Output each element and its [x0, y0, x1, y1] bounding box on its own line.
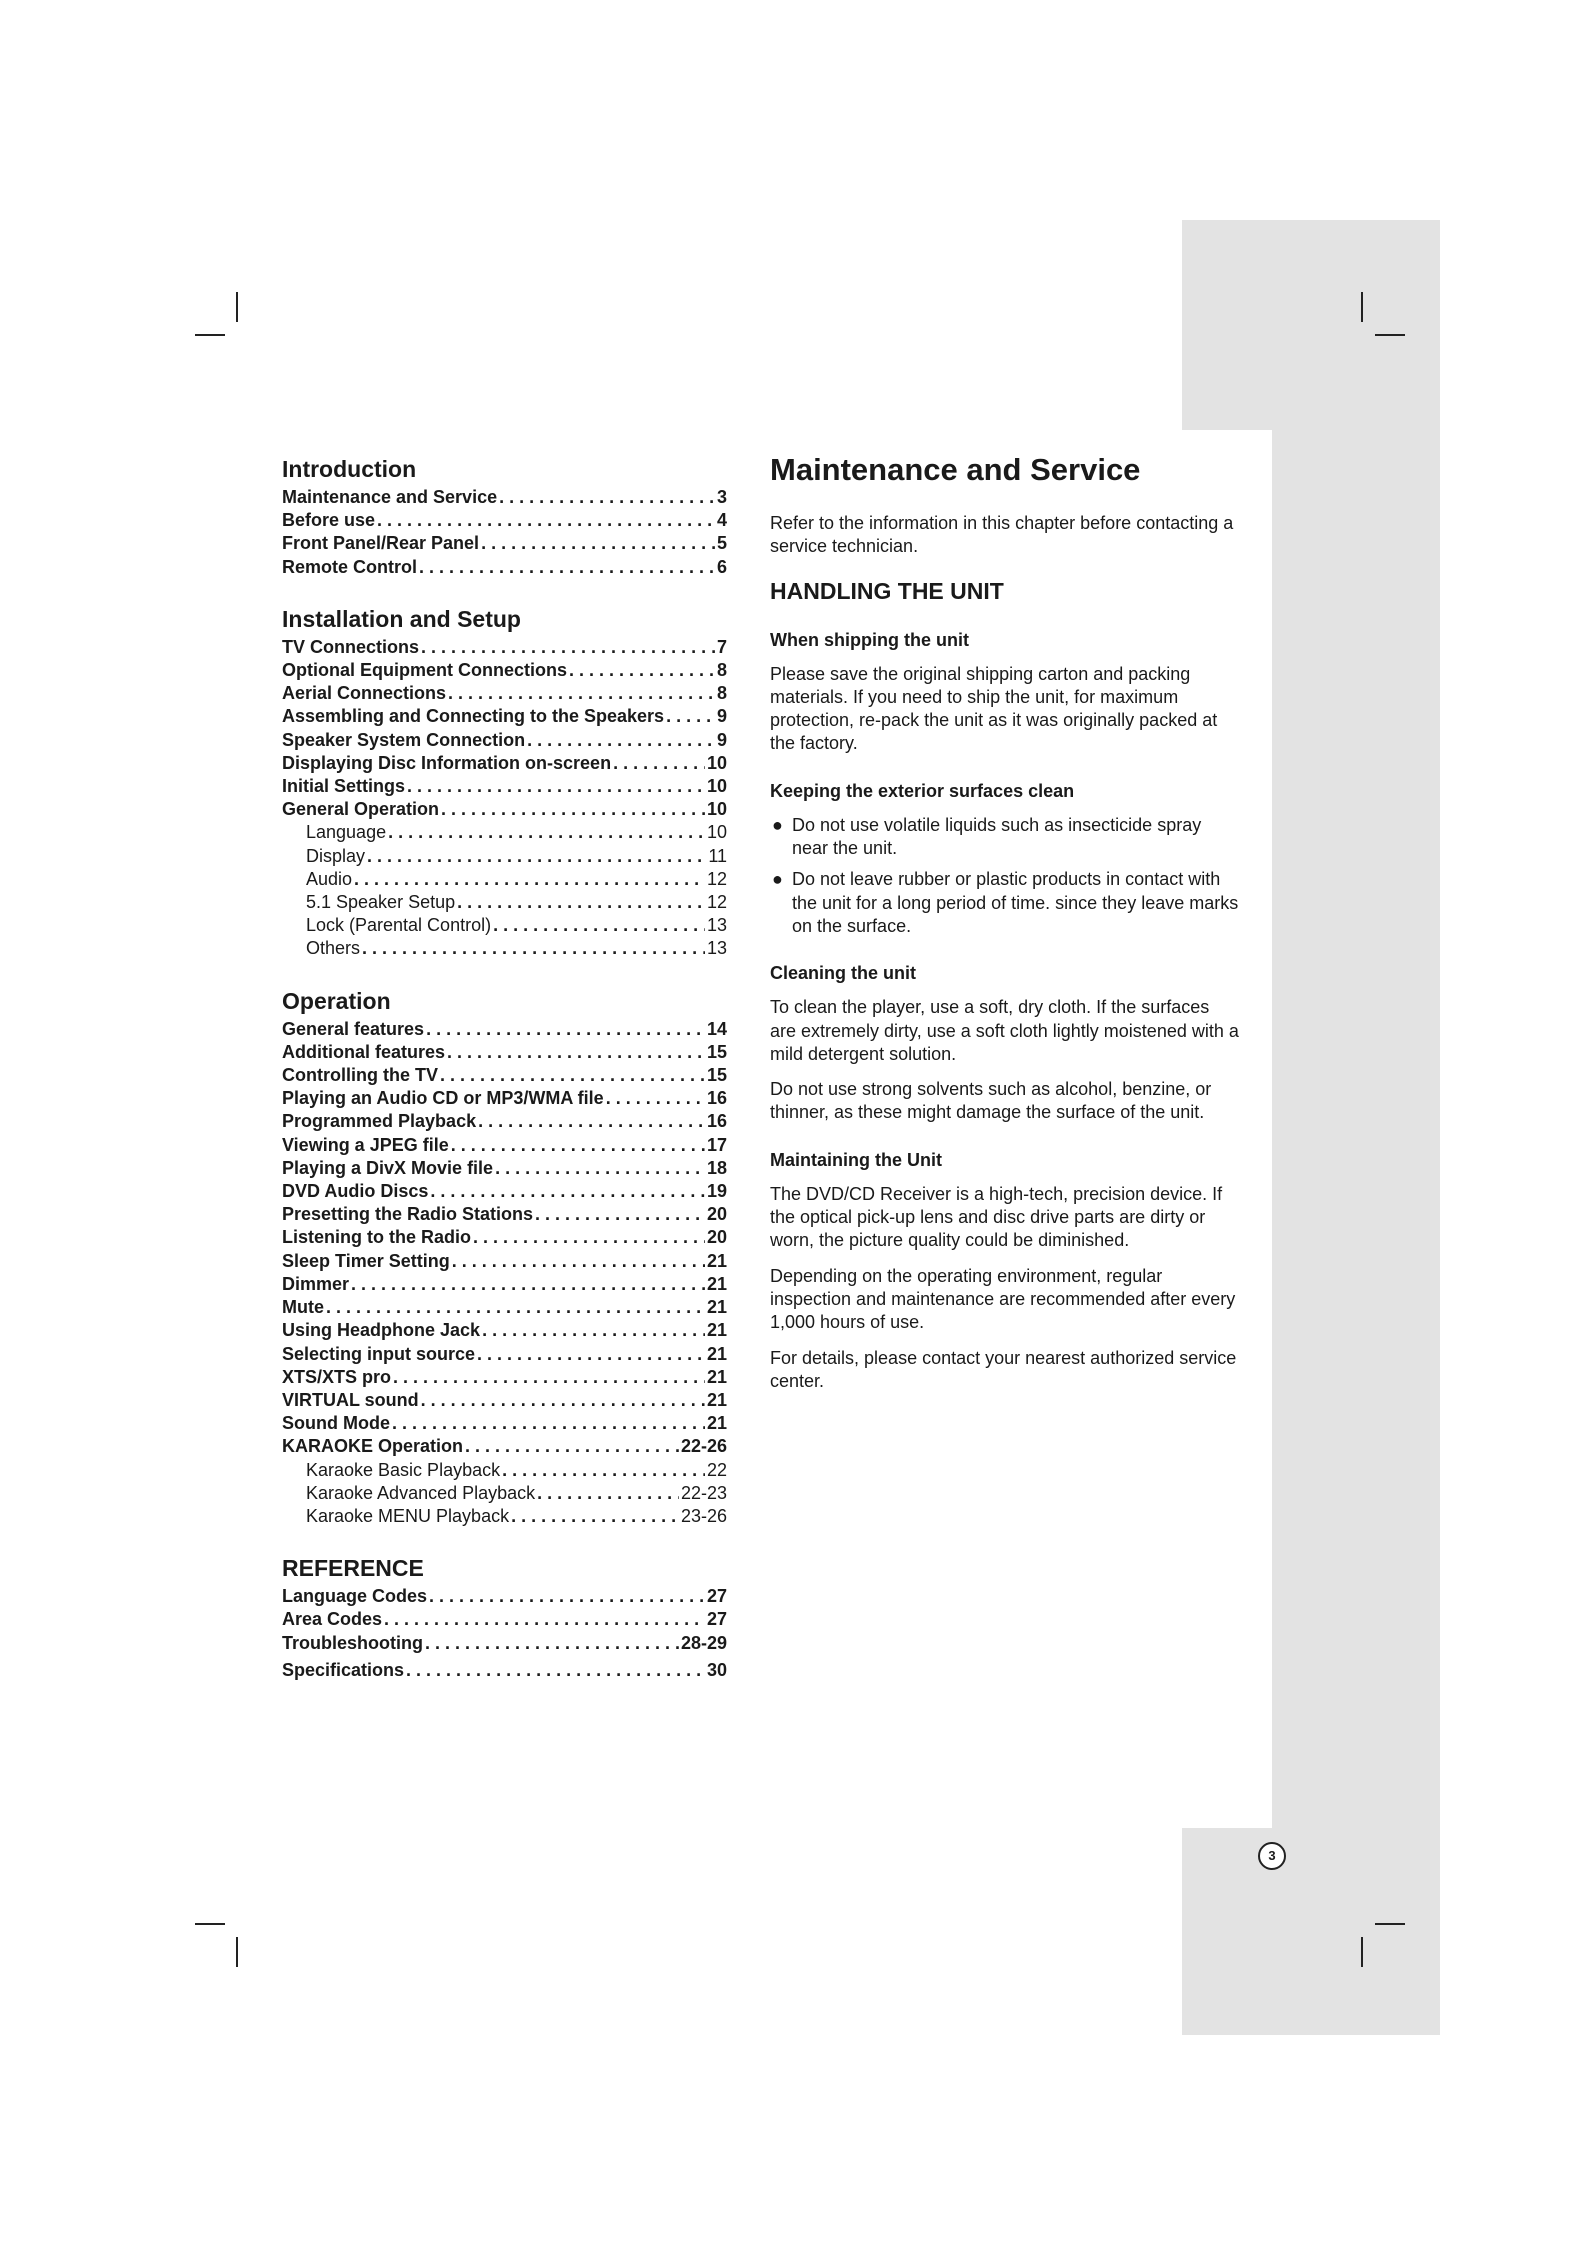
- maintenance-section: [770, 450, 1240, 1405]
- toc-entry[interactable]: General features . . . 14: [282, 1018, 727, 1041]
- toc-entry[interactable]: XTS/XTS pro . . . 21: [282, 1366, 727, 1389]
- toc-subentry[interactable]: 5.1 Speaker Setup . . . 12: [282, 891, 727, 914]
- toc-entry[interactable]: Selecting input source . . . 21: [282, 1343, 727, 1366]
- crop-mark: [195, 334, 225, 336]
- crop-mark: [1375, 334, 1405, 336]
- toc-entry[interactable]: Before use . . . 4: [282, 509, 727, 532]
- toc-entry[interactable]: Front Panel/Rear Panel . . . 5: [282, 532, 727, 555]
- bullet-icon: ●: [772, 869, 783, 890]
- toc-subentry[interactable]: Others . . . 13: [282, 937, 727, 960]
- crop-mark: [236, 292, 238, 322]
- cleaning-title: Cleaning the unit: [770, 963, 916, 984]
- toc-entry[interactable]: Speaker System Connection . . . 9: [282, 729, 727, 752]
- toc-subentry[interactable]: Audio . . . 12: [282, 868, 727, 891]
- shipping-text: Please save the original shipping carton and packing materials. If you need to ship the unit, for maximum protection, re-pack the unit as it was originally packed at the factory.: [770, 663, 1218, 754]
- toc-entry[interactable]: Displaying Disc Information on-screen . . . 10: [282, 752, 727, 775]
- toc-heading: REFERENCE: [282, 1555, 424, 1582]
- toc-entry[interactable]: Assembling and Connecting to the Speakers . . . 9: [282, 705, 727, 728]
- toc-entry[interactable]: Troubleshooting . . . 28-29: [282, 1632, 727, 1655]
- cleaning-text-1: To clean the player, use a soft, dry cloth. If the surfaces are extremely dirty, use a soft cloth lightly moistened with a mild detergent solution.: [770, 997, 1239, 1064]
- bullet-icon: ●: [772, 814, 783, 835]
- maintaining-text-1: The DVD/CD Receiver is a high-tech, precision device. If the optical pick-up lens and disc drive parts are dirty or worn, the picture quality could be diminished.: [770, 1183, 1223, 1251]
- toc-entry[interactable]: Remote Control . . . 6: [282, 556, 727, 579]
- exterior-title: Keeping the exterior surfaces clean: [770, 780, 1075, 801]
- crop-mark: [236, 1937, 238, 1967]
- toc-section-introduction: [282, 455, 727, 579]
- side-tab-strip: [1272, 220, 1440, 2035]
- toc-section-operation: [282, 987, 727, 1528]
- toc-entry[interactable]: Area Codes . . . 27: [282, 1608, 727, 1631]
- toc-entry[interactable]: Initial Settings . . . 10: [282, 775, 727, 798]
- toc-entry[interactable]: Sound Mode . . . 21: [282, 1412, 727, 1435]
- toc-heading: Operation: [282, 987, 391, 1014]
- toc-entry[interactable]: Using Headphone Jack . . . 21: [282, 1319, 727, 1342]
- toc-subentry[interactable]: Karaoke Basic Playback . . . 22: [282, 1459, 727, 1482]
- toc-entry[interactable]: Mute . . . 21: [282, 1296, 727, 1319]
- maintaining-text-3: For details, please contact your nearest authorized service center.: [770, 1347, 1237, 1391]
- toc-subentry[interactable]: Karaoke Advanced Playback . . . 22-23: [282, 1482, 727, 1505]
- table-of-contents: [282, 455, 727, 1708]
- toc-entry[interactable]: Viewing a JPEG file . . . 17: [282, 1134, 727, 1157]
- toc-entry[interactable]: KARAOKE Operation . . . 22-26: [282, 1435, 727, 1458]
- toc-entry[interactable]: Playing a DivX Movie file . . . 18: [282, 1157, 727, 1180]
- side-tab-bottom: [1182, 1828, 1440, 2035]
- section-title: HANDLING THE UNIT: [770, 577, 1004, 604]
- toc-subentry[interactable]: Display . . . 11: [282, 845, 727, 868]
- crop-mark: [1375, 1923, 1405, 1925]
- toc-entry[interactable]: Playing an Audio CD or MP3/WMA file . . . 16: [282, 1087, 727, 1110]
- toc-section-installation: [282, 605, 727, 961]
- toc-heading: Introduction: [282, 456, 417, 482]
- page-title: Maintenance and Service: [770, 452, 1141, 487]
- maintaining-text-2: Depending on the operating environment, regular inspection and maintenance are recommended after every 1,000 hours of use.: [770, 1265, 1236, 1333]
- toc-subentry[interactable]: Karaoke MENU Playback . . . 23-26: [282, 1505, 727, 1528]
- toc-entry[interactable]: General Operation . . . 10: [282, 798, 727, 821]
- toc-entry[interactable]: Language Codes . . . 27: [282, 1585, 727, 1608]
- list-item: ● Do not use volatile liquids such as insecticide spray near the unit.: [772, 814, 1202, 859]
- page-number: 3: [1258, 1842, 1286, 1870]
- crop-mark: [1361, 292, 1363, 322]
- maintaining-title: Maintaining the Unit: [770, 1149, 942, 1170]
- toc-section-reference: [282, 1554, 727, 1682]
- list-item: ● Do not leave rubber or plastic products in contact with the unit for a long period of time. since they leave marks on the surface.: [772, 869, 1239, 936]
- toc-entry[interactable]: Optional Equipment Connections . . . 8: [282, 659, 727, 682]
- toc-entry[interactable]: Additional features . . . 15: [282, 1041, 727, 1064]
- toc-entry[interactable]: Controlling the TV . . . 15: [282, 1064, 727, 1087]
- toc-entry[interactable]: Programmed Playback . . . 16: [282, 1110, 727, 1133]
- toc-entry[interactable]: Listening to the Radio . . . 20: [282, 1226, 727, 1249]
- toc-entry[interactable]: Specifications . . . 30: [282, 1659, 727, 1682]
- cleaning-text-2: Do not use strong solvents such as alcohol, benzine, or thinner, as these might damage the surface of the unit.: [770, 1079, 1212, 1123]
- shipping-title: When shipping the unit: [770, 629, 969, 650]
- intro-text: Refer to the information in this chapter before contacting a service technician.: [770, 513, 1234, 557]
- toc-subentry[interactable]: Language . . . 10: [282, 821, 727, 844]
- toc-entry[interactable]: Maintenance and Service . . . 3: [282, 486, 727, 509]
- toc-entry[interactable]: DVD Audio Discs . . . 19: [282, 1180, 727, 1203]
- toc-entry[interactable]: TV Connections . . . 7: [282, 636, 727, 659]
- toc-entry[interactable]: Aerial Connections . . . 8: [282, 682, 727, 705]
- toc-entry[interactable]: Dimmer . . . 21: [282, 1273, 727, 1296]
- toc-entry[interactable]: Presetting the Radio Stations . . . 20: [282, 1203, 727, 1226]
- crop-mark: [1361, 1937, 1363, 1967]
- toc-entry[interactable]: VIRTUAL sound . . . 21: [282, 1389, 727, 1412]
- crop-mark: [195, 1923, 225, 1925]
- exterior-list: [770, 814, 1240, 938]
- toc-entry[interactable]: Sleep Timer Setting . . . 21: [282, 1250, 727, 1273]
- toc-heading: Installation and Setup: [282, 605, 521, 632]
- toc-subentry[interactable]: Lock (Parental Control) . . . 13: [282, 914, 727, 937]
